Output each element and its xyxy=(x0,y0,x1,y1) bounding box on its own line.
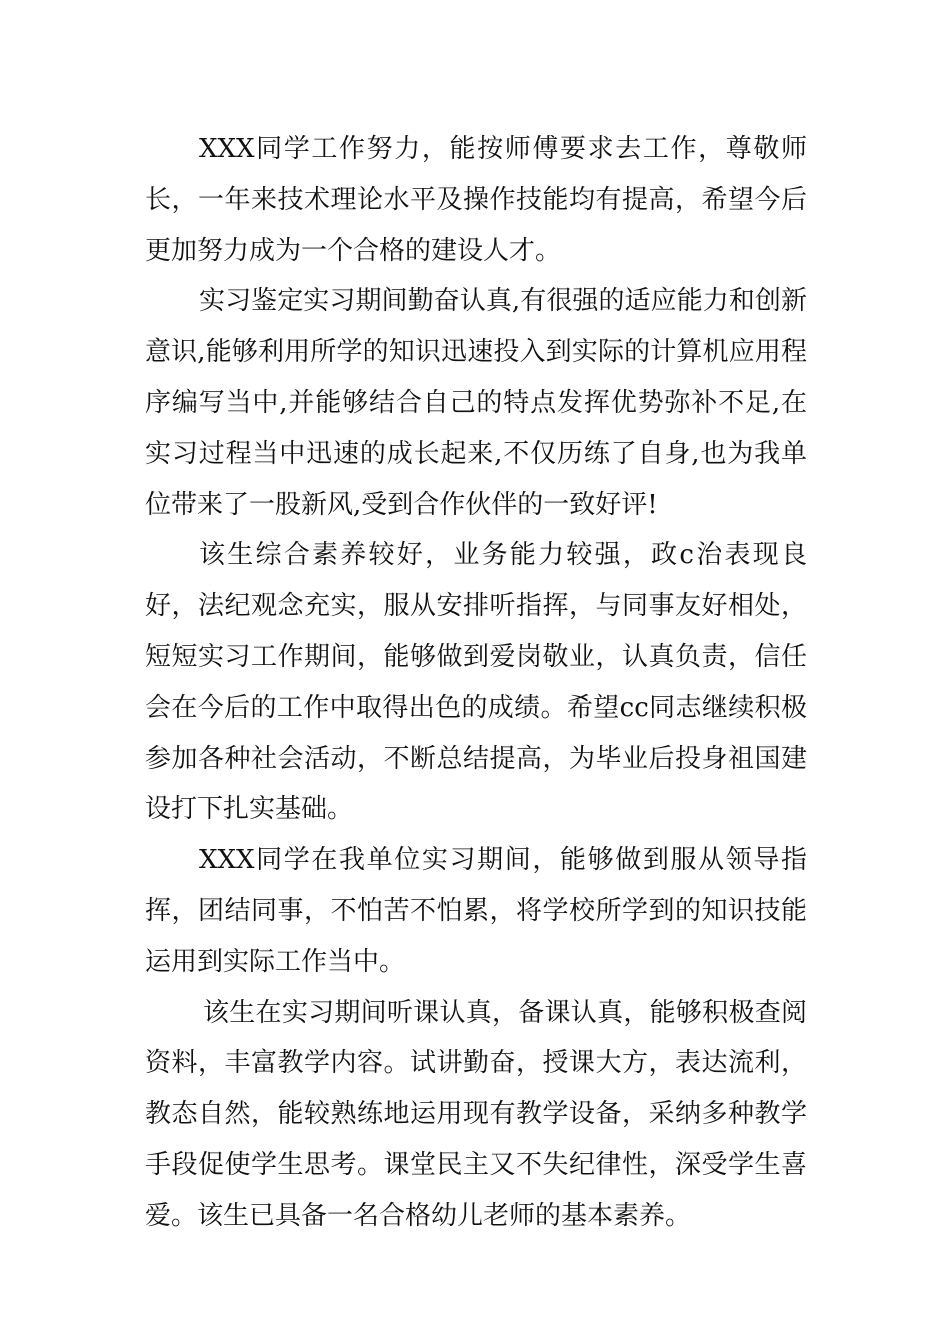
paragraph-1: XXX同学工作努力，能按师傅要求去工作，尊敬师长，一年来技术理论水平及操作技能均有提高，希望今后更加努力成为一个合格的建设人才。 xyxy=(145,134,807,266)
paragraph-4: XXX同学在我单位实习期间，能够做到服从领导指挥，团结同事，不怕苦不怕累，将学校所学到的知识技能运用到实际工作当中。 xyxy=(145,845,807,977)
paragraph-5: 该生在实习期间听课认真，备课认真，能够积极查阅资料，丰富教学内容。试讲勤奋，授课大方，表达流利，教态自然，能较熟练地运用现有教学设备，采纳多种教学手段促使学生思考。课堂民主又不失纪律性，深受学生喜爱。该生已具备一名合格幼儿老师的基本素养。 xyxy=(145,997,807,1231)
paragraph-2: 实习鉴定实习期间勤奋认真,有很强的适应能力和创新意识,能够利用所学的知识迅速投入到实际的计算机应用程序编写当中,并能够结合自己的特点发挥优势弥补不足,在实习过程当中迅速的成长起来,不仅历练了自身,也为我单位带来了一股新风,受到合作伙伴的一致好评! xyxy=(145,286,807,520)
paragraph-3: 该生综合素养较好，业务能力较强，政c治表现良好，法纪观念充实，服从安排听指挥，与同事友好相处，短短实习工作期间，能够做到爱岗敬业，认真负责，信任会在今后的工作中取得出色的成绩。希望cc同志继续积极参加各种社会活动，不断总结提高，为毕业后投身祖国建设打下扎实基础。 xyxy=(145,540,807,825)
document-body xyxy=(145,124,807,1242)
